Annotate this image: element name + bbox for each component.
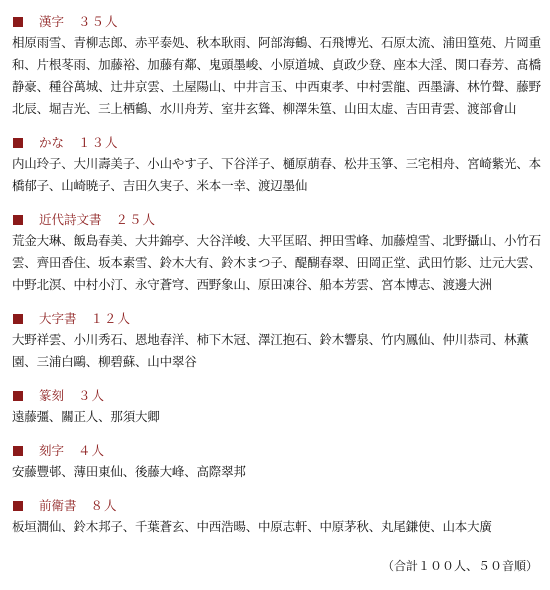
section-header [12, 496, 542, 516]
section-title: 近代詩文書 [39, 212, 102, 227]
member-list [12, 12, 542, 551]
section-title: 篆刻 [39, 388, 65, 403]
section-header [12, 441, 542, 461]
total-count-note: （合計１００人、５０音順） [381, 559, 538, 573]
section-names: 相原雨雪、青柳志郎、赤平泰処、秋本耿雨、阿部海鶴、石飛博光、石原太流、浦田篁苑、片岡重和、片根苳雨、加藤裕、加藤有鄰、鬼頭墨峻、小原道城、貞政少登、座本大淫、関口春芳、髙橋静豪、種谷萬城、辻井京雲、土屋陽山、中井言玉、中西東孝、中村雲龍、西墨濤、林竹聲、藤野北辰、堀吉光、三上栖鶴、水川舟芳、室井玄聳、柳澤朱篁、山田太虚、吉田青雲、渡部會山 [12, 35, 541, 116]
section-count: ４人 [78, 443, 106, 458]
section-count: ３人 [78, 388, 106, 403]
section-names: 板垣澗仙、鈴木邦子、千葉蒼玄、中西浩暘、中原志軒、中原茅秋、丸尾鎌使、山本大廣 [12, 519, 492, 534]
section-names: 遠藤彊、關正人、那須大卿 [12, 409, 160, 424]
section-names: 荒金大琳、飯島春美、大井錦亭、大谷洋峻、大平匡昭、押田雪峰、加藤煌雪、北野攝山、小竹石雲、齊田香住、坂本素雪、鈴木大有、鈴木まつ子、醍醐春翠、田岡正堂、武田竹影、辻元大雲、中野北溟、中村小汀、永守蒼穹、西野象山、原田凍谷、船本芳雲、宮本博志、渡邊大洲 [12, 233, 541, 292]
square-bullet-icon [13, 501, 23, 511]
section-tenkoku [12, 386, 542, 428]
section-kindai-shibunsho [12, 210, 542, 296]
section-kana [12, 133, 542, 197]
square-bullet-icon [13, 314, 23, 324]
section-header [12, 12, 542, 32]
section-count: ３５人 [78, 14, 119, 29]
square-bullet-icon [13, 215, 23, 225]
section-daijisho [12, 309, 542, 373]
section-title: 漢字 [39, 14, 65, 29]
section-count: １２人 [90, 311, 132, 326]
section-header [12, 309, 542, 329]
section-kokuji [12, 441, 542, 483]
section-header [12, 210, 542, 230]
section-count: ８人 [90, 498, 118, 513]
square-bullet-icon [13, 446, 23, 456]
section-kanji [12, 12, 542, 120]
section-title: 大字書 [39, 311, 77, 326]
square-bullet-icon [13, 391, 23, 401]
section-title: かな [39, 135, 65, 150]
section-title: 前衛書 [39, 498, 77, 513]
square-bullet-icon [13, 138, 23, 148]
section-count: １３人 [78, 135, 119, 150]
section-count: ２５人 [115, 212, 157, 227]
section-header [12, 386, 542, 406]
section-zeneisho [12, 496, 542, 538]
section-names: 大野祥雲、小川秀石、恩地春洋、柿下木冠、澤江抱石、鈴木響泉、竹内鳳仙、仲川恭司、林薫園、三浦白鷗、柳碧蘇、山中翠谷 [12, 332, 529, 369]
section-names: 内山玲子、大川壽美子、小山やす子、下谷洋子、樋原萠春、松井玉箏、三宅相舟、宮崎紫光、本橋郁子、山崎暁子、吉田久実子、米本一幸、渡辺墨仙 [12, 156, 541, 193]
section-header [12, 133, 542, 153]
square-bullet-icon [13, 17, 23, 27]
section-names: 安藤豐邨、薄田東仙、後藤大峰、高際翠邦 [12, 464, 246, 479]
section-title: 刻字 [39, 443, 65, 458]
